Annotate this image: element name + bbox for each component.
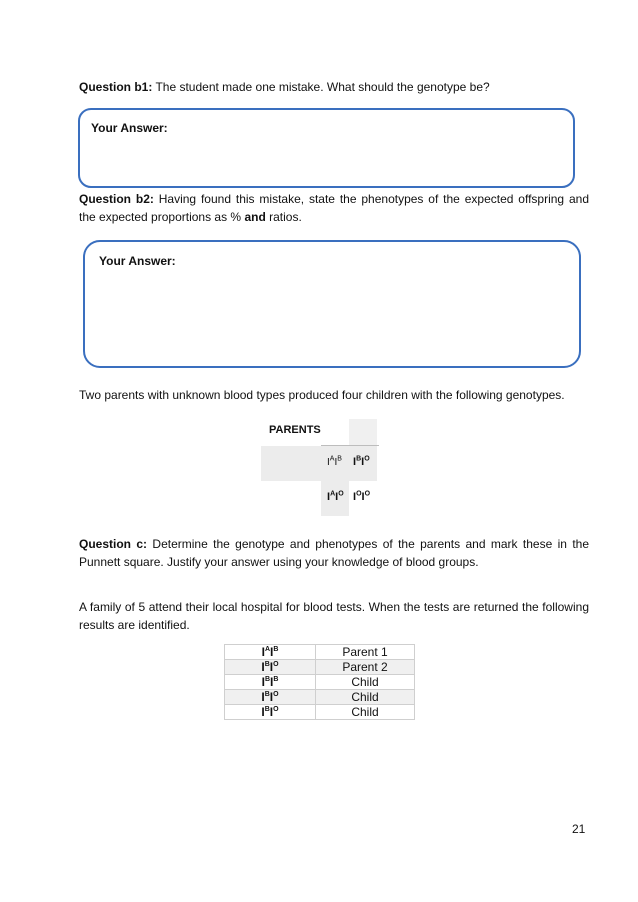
question-b2 xyxy=(79,190,589,226)
punnett-genotype: $I^AI^O$ xyxy=(327,490,344,503)
punnett-header-cell xyxy=(261,419,349,445)
question-b1 xyxy=(79,78,589,96)
punnett-genotype: $I^AI^B$ xyxy=(327,455,342,468)
intro-text: Two parents with unknown blood types produced four children with the following genotypes. xyxy=(79,388,565,402)
role-cell: Child xyxy=(316,690,415,705)
punnett-genotype: $I^OI^O$ xyxy=(353,490,371,503)
punnett-corner-cell xyxy=(349,419,377,445)
table-row xyxy=(225,675,415,690)
question-b2-text-2: ratios. xyxy=(265,210,302,224)
page-number: 21 xyxy=(572,822,586,836)
genotype-cell: $I^BI^O$ xyxy=(225,660,316,675)
answer-label-b1: Your Answer: xyxy=(91,121,168,135)
punnett-cell xyxy=(349,481,377,516)
question-b1-text: The student made one mistake. What should the genotype be? xyxy=(152,80,490,94)
question-b2-label: Question b2: xyxy=(79,192,154,206)
table-row xyxy=(225,660,415,675)
question-b2-and: and xyxy=(244,210,266,224)
answer-box-b2[interactable] xyxy=(83,240,581,368)
punnett-cell xyxy=(321,481,349,516)
question-c-label: Question c: xyxy=(79,537,148,551)
role-cell: Parent 1 xyxy=(316,645,415,660)
answer-box-b1[interactable] xyxy=(78,108,575,188)
role-cell: Child xyxy=(316,675,415,690)
genotype-cell: $I^BI^O$ xyxy=(225,690,316,705)
role-cell: Child xyxy=(316,705,415,720)
family-text: A family of 5 attend their local hospital for blood tests. When the tests are returned the following results are identified. xyxy=(79,600,589,632)
table-row xyxy=(225,705,415,720)
question-c-text: Determine the genotype and phenotypes of the parents and mark these in the Punnett square. Justify your answer using your knowledge of blood groups. xyxy=(79,537,590,569)
punnett-cell xyxy=(321,446,349,481)
role-cell: Parent 2 xyxy=(316,660,415,675)
question-b1-label: Question b1: xyxy=(79,80,153,94)
genotype-cell: $I^AI^B$ xyxy=(225,645,316,660)
genotype-cell: $I^BI^O$ xyxy=(225,705,316,720)
table-row xyxy=(225,645,415,660)
question-c xyxy=(79,535,589,571)
answer-label-b2: Your Answer: xyxy=(99,254,176,268)
question-b2-text-1: Having found this mistake, state the phenotypes of the expected offspring and the expected proportions as % xyxy=(79,192,589,224)
results-table xyxy=(224,644,415,720)
punnett-parent-cell[interactable] xyxy=(261,446,321,481)
genotype-cell: $I^BI^B$ xyxy=(225,675,316,690)
punnett-cell xyxy=(349,446,377,481)
punnett-genotype: $I^BI^O$ xyxy=(353,455,370,468)
table-row xyxy=(225,690,415,705)
punnett-header: PARENTS xyxy=(269,424,321,436)
